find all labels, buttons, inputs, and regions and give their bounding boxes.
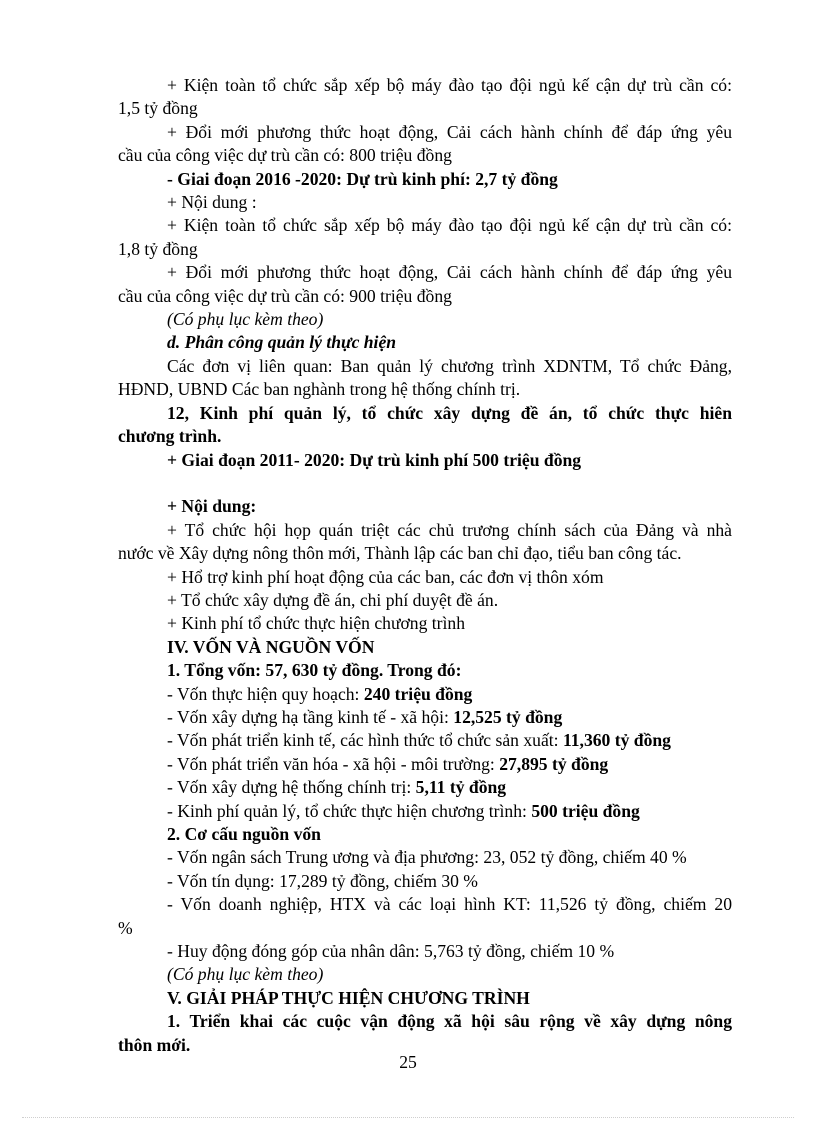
text-line	[118, 800, 732, 823]
document-body	[118, 74, 732, 1057]
text-line	[118, 519, 732, 542]
line-amount: 500 triệu đồng	[531, 800, 640, 821]
line-text: cầu của công việc dự trù cần có: 900 triệu đồng	[118, 285, 452, 306]
line-text: HĐND, UBND Các ban nghành trong hệ thống chính trị.	[118, 379, 521, 400]
text-line	[118, 285, 732, 308]
text-line	[118, 402, 732, 425]
line-text: 1. Tổng vốn: 57, 630 tỷ đồng. Trong đó:	[167, 660, 462, 681]
text-line	[118, 987, 732, 1010]
text-line	[118, 612, 732, 635]
text-line	[118, 238, 732, 261]
line-text: + Nội dung:	[167, 496, 257, 517]
line-text: + Kiện toàn tổ chức sắp xếp bộ máy đào tạo đội ngủ kế cận dự trù cần có:	[167, 75, 732, 95]
text-line	[118, 331, 732, 354]
line-text: + Tổ chức hội họp quán triệt các chủ trương chính sách của Đảng và nhà	[167, 519, 732, 540]
text-line	[118, 168, 732, 191]
line-text: + Kiện toàn tổ chức sắp xếp bộ máy đào tạo đội ngủ kế cận dự trù cần có:	[167, 215, 732, 236]
line-text: %	[118, 917, 133, 938]
line-text: + Đổi mới phương thức hoạt động, Cải cách hành chính để đáp ứng yêu	[167, 121, 732, 142]
line-text: - Vốn phát triển kinh tế, các hình thức tổ chức sản xuất:	[167, 730, 563, 751]
line-text: - Giai đoạn 2016 -2020: Dự trù kinh phí: 2,7 tỷ đồng	[167, 168, 558, 189]
text-line	[118, 893, 732, 916]
text-line	[118, 776, 732, 799]
blank-line	[118, 472, 732, 495]
line-text: + Hổ trợ kinh phí hoạt động của các ban, các đơn vị thôn xóm	[167, 566, 604, 587]
line-text: V. GIẢI PHÁP THỰC HIỆN CHƯƠNG TRÌNH	[167, 987, 530, 1008]
line-text: - Vốn xây dựng hệ thống chính trị:	[167, 777, 416, 798]
line-text: cầu của công việc dự trù cần có: 800 triệu đồng	[118, 145, 452, 166]
text-line	[118, 308, 732, 331]
line-amount: 12,525 tỷ đồng	[453, 706, 563, 727]
line-text: (Có phụ lục kèm theo)	[167, 309, 324, 330]
page-bottom-border	[22, 1117, 794, 1118]
line-text: - Vốn phát triển văn hóa - xã hội - môi trường:	[167, 753, 500, 774]
text-line	[118, 823, 732, 846]
line-amount: 5,11 tỷ đồng	[415, 777, 507, 798]
line-amount: 11,360 tỷ đồng	[562, 730, 671, 751]
line-text: nước về Xây dựng nông thôn mới, Thành lập các ban chỉ đạo, tiểu ban công tác.	[118, 543, 682, 564]
text-line	[118, 636, 732, 659]
text-line	[118, 1010, 732, 1033]
text-line	[118, 542, 732, 565]
text-line	[118, 261, 732, 284]
text-line	[118, 121, 732, 144]
line-amount: 27,895 tỷ đồng	[499, 753, 609, 774]
line-text: (Có phụ lục kèm theo)	[167, 964, 324, 985]
line-text: chương trình.	[118, 426, 222, 447]
text-line	[118, 378, 732, 401]
line-text: - Vốn thực hiện quy hoạch:	[167, 683, 364, 704]
line-text: - Vốn doanh nghiệp, HTX và các loại hình KT: 11,526 tỷ đồng, chiếm 20	[167, 894, 732, 915]
text-line	[118, 940, 732, 963]
line-text: - Vốn xây dựng hạ tầng kinh tế - xã hội:	[167, 706, 454, 727]
text-line	[118, 355, 732, 378]
text-line	[118, 191, 732, 214]
text-line	[118, 425, 732, 448]
line-text: - Vốn tín dụng: 17,289 tỷ đồng, chiếm 30 %	[167, 870, 478, 891]
line-text: - Vốn ngân sách Trung ương và địa phương: 23, 052 tỷ đồng, chiếm 40 %	[167, 847, 687, 868]
line-text: + Tổ chức xây dựng đề án, chi phí duyệt đề án.	[167, 589, 499, 610]
text-line	[118, 144, 732, 167]
line-text: + Đổi mới phương thức hoạt động, Cải cách hành chính để đáp ứng yêu	[167, 262, 732, 283]
line-text: d. Phân công quản lý thực hiện	[167, 332, 397, 353]
line-amount: 240 triệu đồng	[363, 683, 473, 704]
text-line	[118, 683, 732, 706]
page-number: 25	[399, 1052, 417, 1072]
text-line	[118, 214, 732, 237]
line-text: + Giai đoạn 2011- 2020: Dự trù kinh phí 500 triệu đồng	[167, 449, 582, 470]
line-text: IV. VỐN VÀ NGUỒN VỐN	[167, 636, 375, 657]
line-text: 12, Kinh phí quản lý, tổ chức xây dựng đề án, tổ chức thực hiên	[167, 402, 732, 423]
line-text: 1. Triển khai các cuộc vận động xã hội sâu rộng về xây dựng nông	[167, 1011, 732, 1032]
line-text: + Kinh phí tổ chức thực hiện chương trình	[167, 613, 466, 634]
text-line	[118, 870, 732, 893]
text-line	[118, 659, 732, 682]
text-line	[118, 495, 732, 518]
text-line	[118, 729, 732, 752]
text-line	[118, 963, 732, 986]
line-text: 2. Cơ cấu nguồn vốn	[167, 823, 321, 844]
text-line	[118, 449, 732, 472]
text-line	[118, 706, 732, 729]
text-line	[118, 74, 732, 97]
text-line	[118, 753, 732, 776]
line-text: Các đơn vị liên quan: Ban quản lý chương trình XDNTM, Tổ chức Đảng,	[167, 355, 732, 376]
line-text: - Huy động đóng góp của nhân dân: 5,763 tỷ đồng, chiếm 10 %	[167, 941, 615, 962]
line-text: - Kinh phí quản lý, tổ chức thực hiện chương trình:	[167, 800, 532, 821]
text-line	[118, 566, 732, 589]
line-text: 1,8 tỷ đồng	[118, 238, 198, 259]
text-line	[118, 917, 732, 940]
text-line	[118, 97, 732, 120]
line-text: thôn mới.	[118, 1034, 191, 1055]
line-text: 1,5 tỷ đồng	[118, 98, 198, 119]
text-line	[118, 846, 732, 869]
text-line	[118, 589, 732, 612]
line-text: + Nội dung :	[167, 192, 257, 213]
